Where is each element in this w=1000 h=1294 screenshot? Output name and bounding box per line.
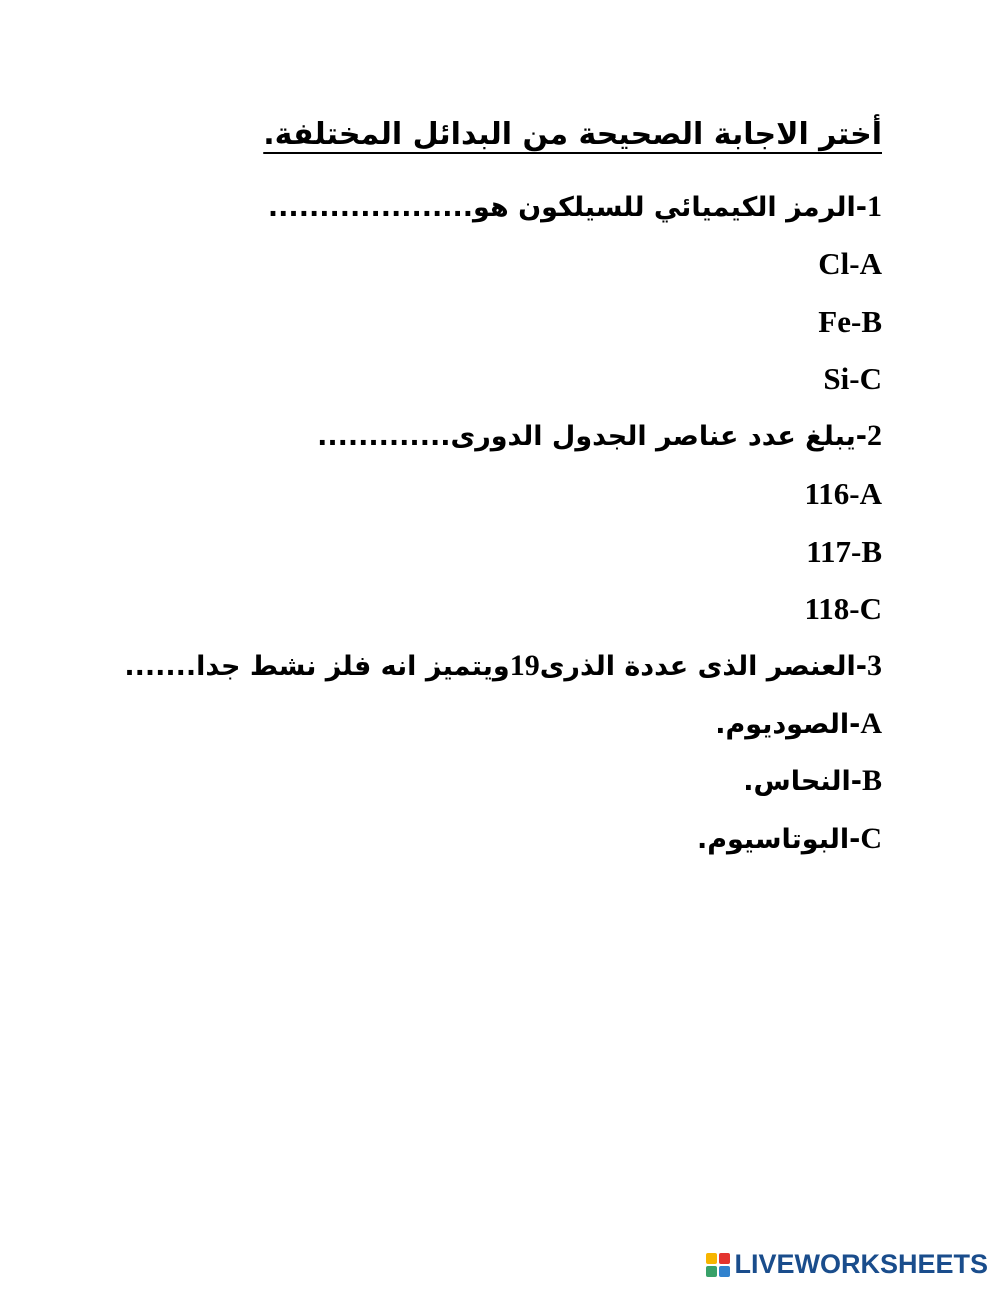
question-1-option-c[interactable]: Si-C [823, 361, 882, 396]
question-3-text-part1: -العنصر الذى عددة الذرى [539, 651, 867, 682]
question-2-option-c[interactable]: 118-C [804, 591, 882, 626]
question-3-option-a-text: -الصوديوم. [715, 709, 861, 740]
liveworksheets-grid-icon [706, 1253, 730, 1277]
liveworksheets-wordmark: LIVEWORKSHEETS [734, 1249, 988, 1279]
question-3-option-c-letter: C [860, 822, 882, 855]
question-1-number: 1 [867, 190, 882, 223]
logo-square-3 [706, 1266, 717, 1277]
question-2-number: 2 [867, 419, 882, 452]
question-3-option-a[interactable] [715, 709, 882, 739]
question-3-option-a-letter: A [860, 707, 882, 740]
question-1-text: -الرمز الكيميائي للسيلكون هو.................... [267, 192, 867, 223]
question-2-text: -يبلغ عدد عناصر الجدول الدورى............. [317, 421, 867, 452]
question-3 [124, 651, 882, 681]
question-2 [317, 421, 882, 451]
question-3-atomic-number: 19 [509, 649, 540, 682]
logo-square-2 [719, 1253, 730, 1264]
worksheet-title: أختر الاجابة الصحيحة من البدائل المختلفة. [263, 117, 882, 152]
liveworksheets-logo[interactable] [706, 1249, 988, 1280]
question-3-option-b-letter: B [861, 764, 882, 797]
question-3-option-b-text: -النحاس. [743, 766, 862, 797]
question-2-option-b[interactable]: 117-B [806, 534, 882, 569]
logo-square-4 [719, 1266, 730, 1277]
question-1-option-a[interactable]: Cl-A [818, 246, 882, 281]
question-3-option-c[interactable] [697, 824, 882, 854]
question-3-option-b[interactable] [743, 766, 882, 796]
question-2-option-a[interactable]: 116-A [804, 476, 882, 511]
question-3-text-part2: ويتميز انه فلز نشط جدا....... [124, 651, 510, 682]
question-1 [268, 192, 882, 222]
question-3-option-c-text: -البوتاسيوم. [696, 824, 861, 855]
question-3-number: 3 [867, 649, 882, 682]
question-1-option-b[interactable]: Fe-B [818, 304, 882, 339]
logo-square-1 [706, 1253, 717, 1264]
